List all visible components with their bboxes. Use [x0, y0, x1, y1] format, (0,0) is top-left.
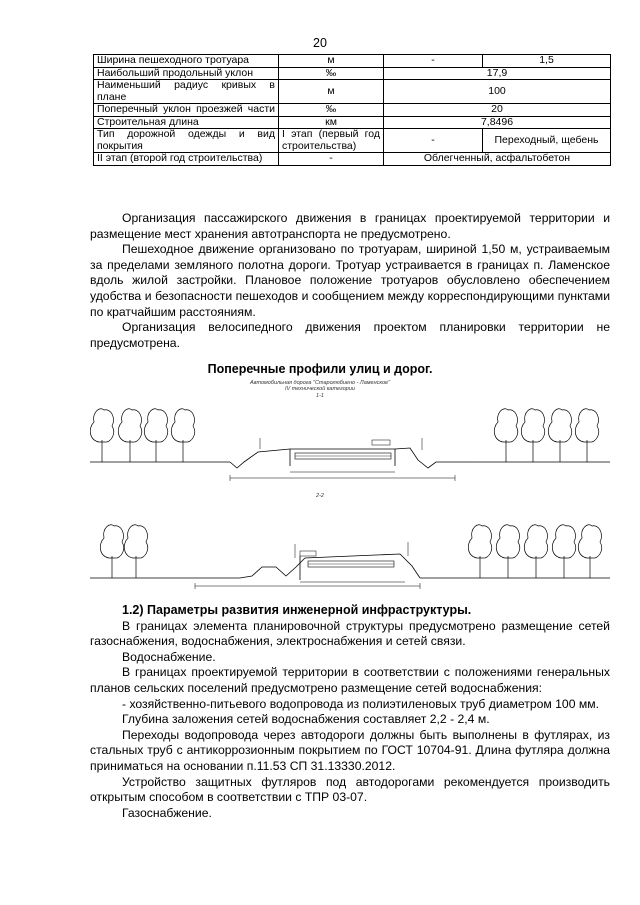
road-parameters-table	[93, 54, 611, 166]
table-cell: ‰	[279, 104, 384, 117]
figure-title: Поперечные профили улиц и дорог.	[207, 362, 433, 376]
table-cell: 100	[384, 80, 611, 104]
text-block-bottom	[90, 603, 610, 821]
table-row	[94, 153, 611, 166]
paragraph: В границах элемента планировочной структуры предусмотрено размещение сетей газоснабжения, водоснабжения, электроснабжения и сетей связи.	[90, 618, 610, 649]
table-cell: II этап (второй год строительства)	[94, 153, 279, 166]
table-cell: -	[384, 55, 483, 68]
tree-icon	[524, 525, 547, 578]
section-label-1-1: 1-1	[316, 393, 324, 399]
paragraph: Организация пассажирского движения в границах проектируемой территории и размещение мест хранения автотранспорта не предусмотрено.	[90, 211, 610, 241]
tree-icon	[496, 525, 519, 578]
tree-icon	[575, 409, 598, 462]
table-row	[94, 116, 611, 129]
paragraph: - хозяйственно-питьевого водопровода из полиэтиленовых труб диаметром 100 мм.	[122, 696, 600, 711]
table-row	[94, 129, 611, 153]
table-cell: м	[279, 55, 384, 68]
section-label-2-2: 2-2	[316, 493, 324, 499]
table-cell: 1,5	[483, 55, 611, 68]
paragraph: Газоснабжение.	[122, 805, 212, 820]
figure-caption: Автомобильная дорога "Старолюбиено - Ламенское"	[249, 380, 391, 386]
table-cell: 7,8496	[384, 116, 611, 129]
table-cell: км	[279, 116, 384, 129]
tree-icon	[548, 409, 571, 462]
profile-2-2	[90, 542, 610, 589]
table-cell: м	[279, 80, 384, 104]
section-heading: 1.2) Параметры развития инженерной инфраструктуры.	[122, 603, 472, 617]
table-cell: Строительная длина	[94, 116, 279, 129]
table-cell: 20	[384, 104, 611, 117]
tree-icon	[552, 525, 575, 578]
table-row	[94, 80, 611, 104]
tree-icon	[100, 525, 123, 578]
table-cell: Поперечный уклон проезжей части	[94, 104, 279, 117]
table-row	[94, 104, 611, 117]
tree-icon	[494, 409, 517, 462]
paragraph: Переходы водопровода через автодороги должны быть выполнены в футлярах, из стальных труб с антикоррозионным покрытием по ГОСТ 10704-91. Длина футляра должна приниматься на основании п.11.53 СП 31.13330.2012.	[90, 727, 610, 773]
table-cell: Тип дорожной одежды и вид покрытия	[94, 129, 279, 153]
paragraph: Организация велосипедного движения проектом планировки территории не предусмотрена.	[90, 320, 610, 350]
paragraph: Водоснабжение.	[122, 649, 216, 664]
table-cell: Переходный, щебень	[483, 129, 611, 153]
table-row	[94, 55, 611, 68]
tree-icon	[468, 525, 491, 578]
table-cell: -	[384, 129, 483, 153]
paragraph: Пешеходное движение организовано по тротуарам, шириной 1,50 м, устраиваемым за пределами земляного полотна дороги. Тротуар устраивается в границах п. Ламенское вдоль жилой застройки. Плановое положение тротуаров обусловлено обеспечением удобства и безопасности пешеходов и сообщением между корреспондирующими пунктами по кратчайшим расстояниям.	[90, 242, 610, 319]
tree-icon	[118, 409, 141, 462]
table-cell: -	[279, 153, 384, 166]
table-cell: ‰	[279, 67, 384, 80]
tree-icon	[144, 409, 167, 462]
table-cell: 17,9	[384, 67, 611, 80]
paragraph: В границах проектируемой территории в соответствии с положениями генеральных планов сельских поселений предусмотрено размещение сетей водоснабжения:	[90, 665, 610, 695]
profile-1-1	[90, 438, 610, 481]
tree-icon	[521, 409, 544, 462]
tree-icon	[124, 525, 147, 578]
table-cell: I этап (первый год строительства)	[279, 129, 384, 153]
figure-caption: IV технической категории	[285, 386, 355, 392]
paragraph: Устройство защитных футляров под автодорогами рекомендуется производить открытым способом в соответствии с ТПР 03-07.	[90, 774, 610, 805]
trees	[90, 409, 601, 578]
table-cell: Облегченный, асфальтобетон	[384, 153, 611, 166]
tree-icon	[90, 409, 113, 462]
page-number: 20	[313, 36, 327, 50]
tree-icon	[578, 525, 601, 578]
cross-section-drawing	[90, 378, 610, 593]
table-cell: Наименьший радиус кривых в плане	[94, 80, 279, 104]
table-cell: Ширина пешеходного тротуара	[94, 55, 279, 68]
text-block-top	[90, 211, 610, 351]
table-row	[94, 67, 611, 80]
tree-icon	[171, 409, 194, 462]
paragraph: Глубина заложения сетей водоснабжения составляет 2,2 - 2,4 м.	[122, 712, 490, 727]
table-cell: Наибольший продольный уклон	[94, 67, 279, 80]
